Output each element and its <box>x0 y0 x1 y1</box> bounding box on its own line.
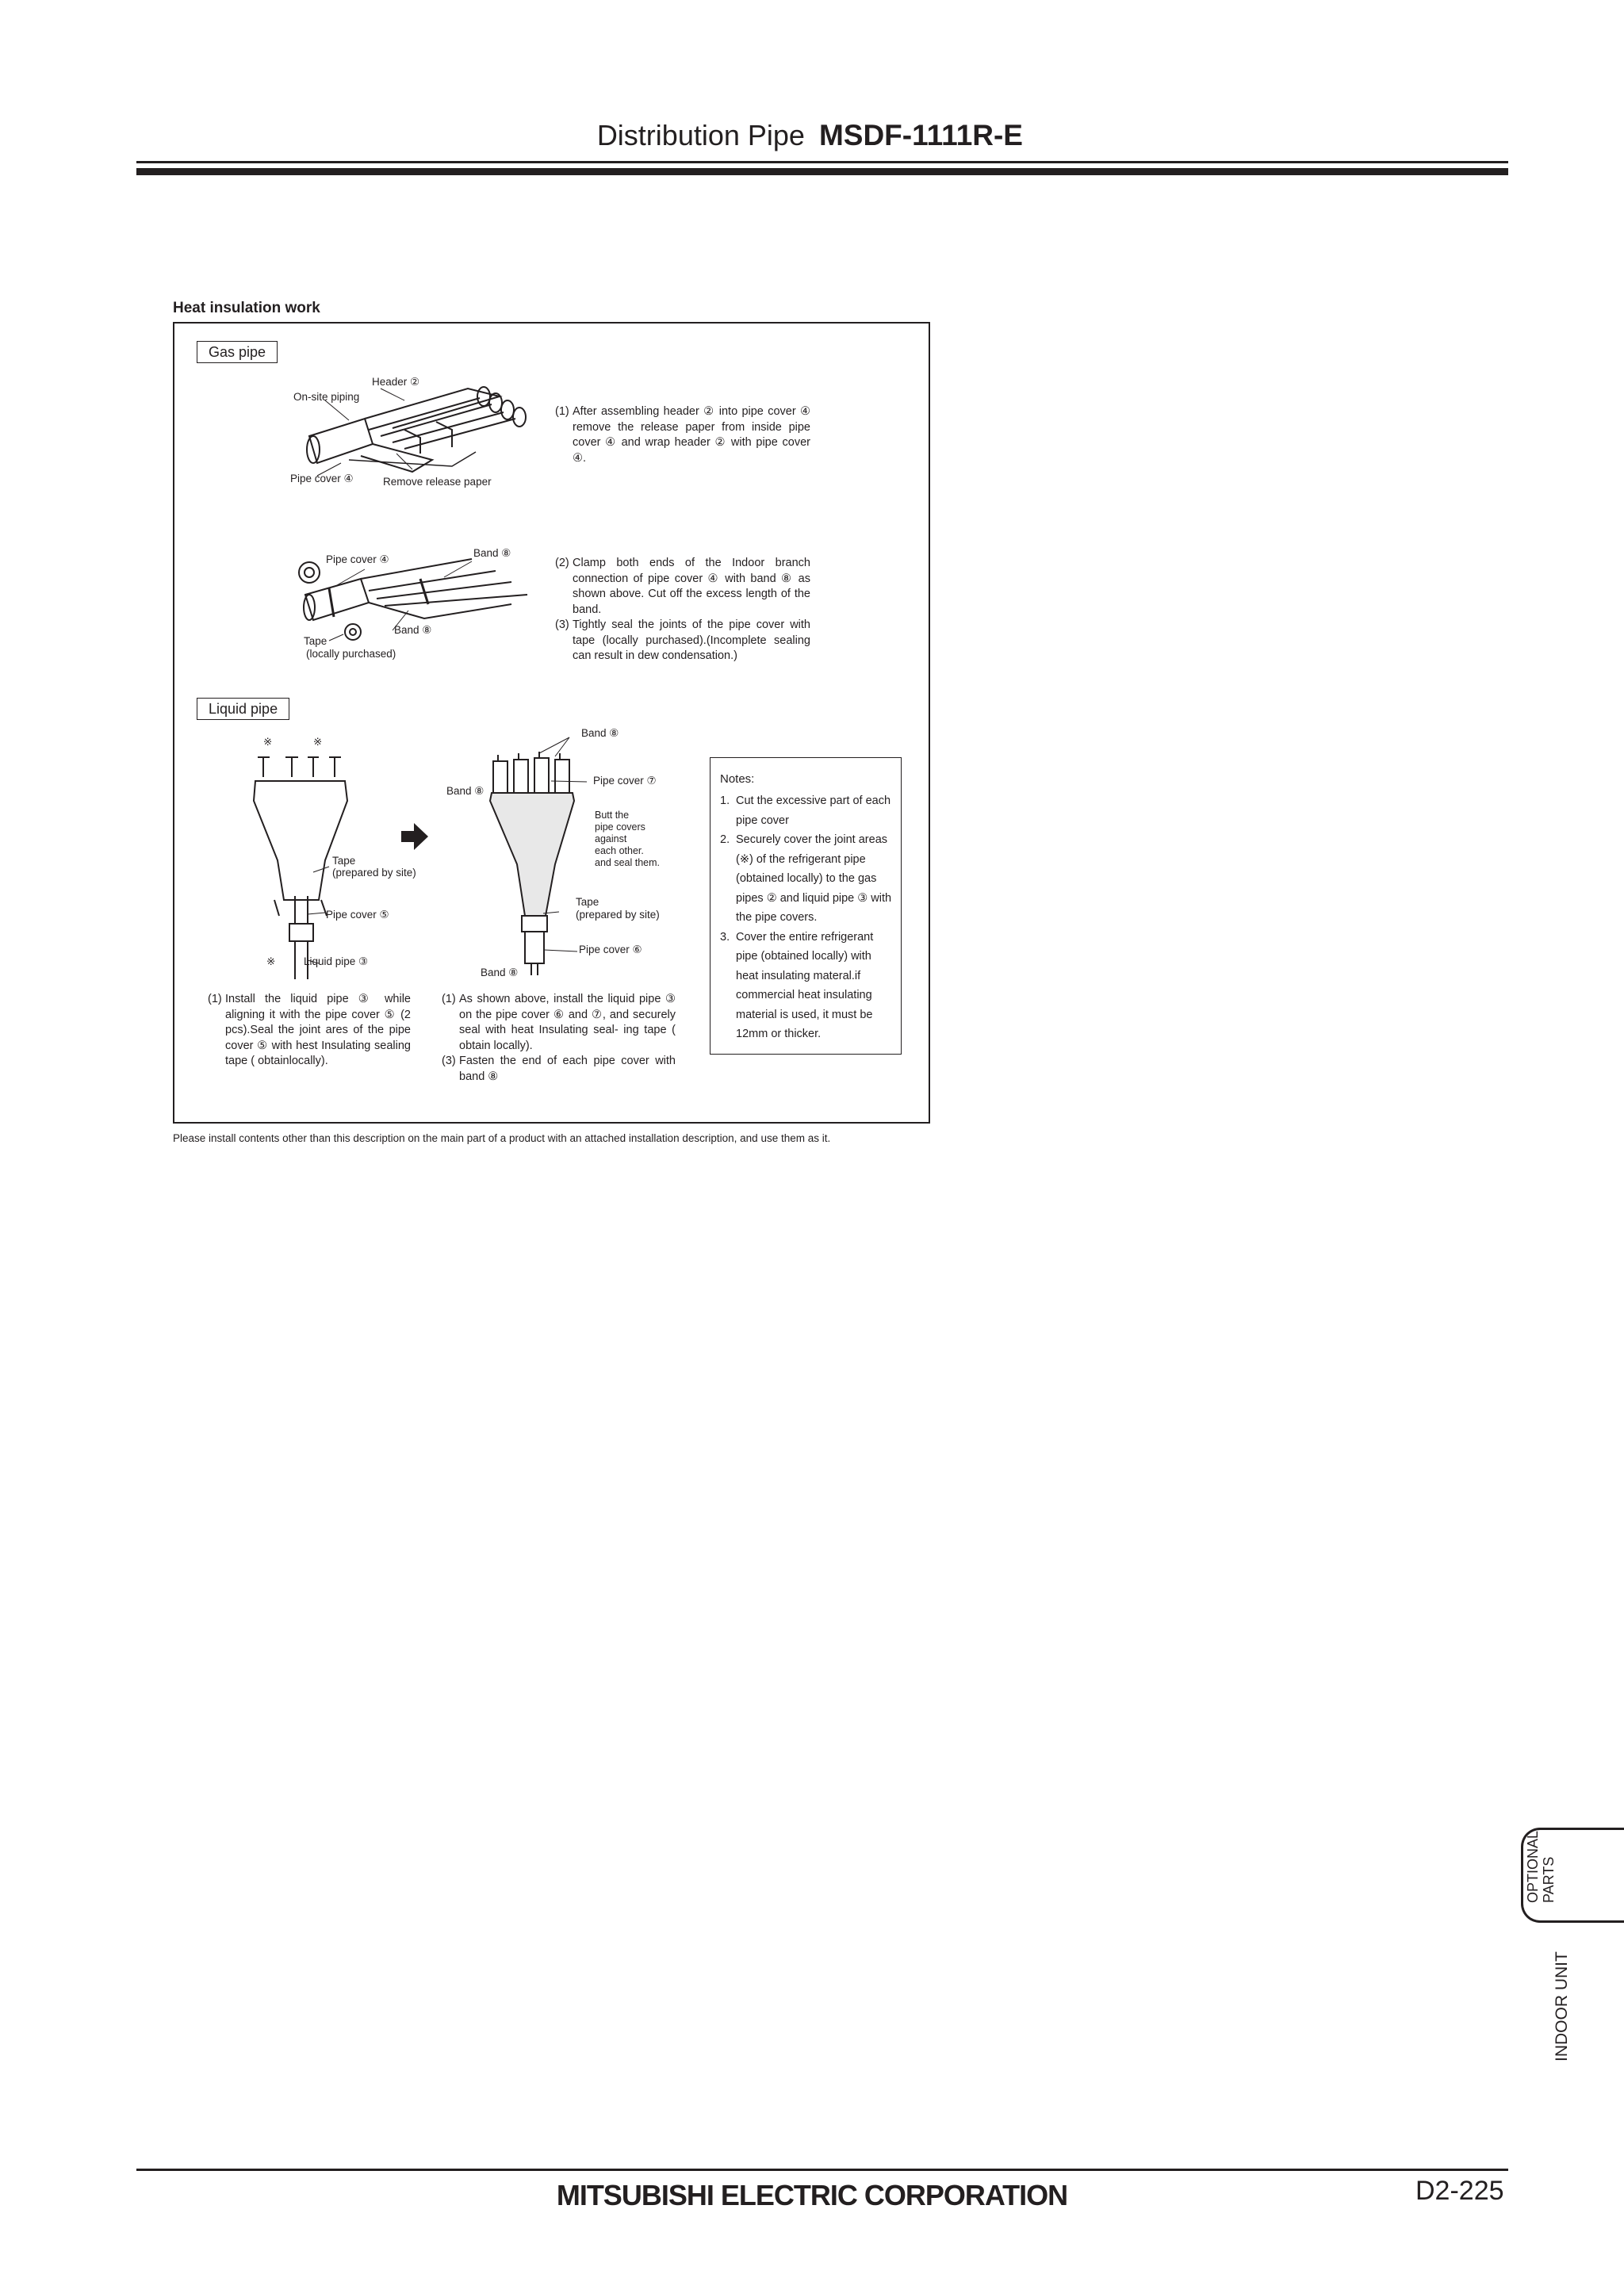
label-liquid-pipe-3: Liquid pipe ③ <box>304 955 369 967</box>
note-item <box>720 928 893 1044</box>
liquid-step-a <box>208 992 411 1070</box>
butt-covers-note <box>595 810 660 869</box>
page-header-title <box>0 119 1023 152</box>
butt-line: Butt the <box>595 810 630 821</box>
note-number: 3. <box>720 930 730 944</box>
gas-pipe-tag: Gas pipe <box>197 341 278 363</box>
header-title-prefix: Distribution Pipe <box>596 119 805 151</box>
notes-heading: Notes: <box>720 772 755 786</box>
label-pipe-cover-7: Pipe cover ⑦ <box>593 775 657 787</box>
step-text: Fasten the end of each pipe cover with band ⑧ <box>459 1055 676 1083</box>
step-number: (1) <box>442 993 456 1005</box>
label-tape: Tape <box>304 635 327 647</box>
note-item <box>720 830 893 928</box>
asterisk-mark: ※ <box>263 736 273 748</box>
note-number: 2. <box>720 833 730 846</box>
optional-text: OPTIONAL <box>1525 1830 1541 1903</box>
note-item <box>720 791 893 830</box>
liquid-pipe-after-illustration <box>476 737 611 975</box>
label-pipe-cover-4-b: Pipe cover ④ <box>326 553 389 565</box>
label-tape-prepared-by-site: (prepared by site) <box>332 867 416 879</box>
label-tape-site: Tape <box>332 855 356 867</box>
asterisk-mark: ※ <box>266 955 276 967</box>
label-tape-liquid: Tape <box>576 896 599 908</box>
step-text: Install the liquid pipe ③ while aligning it with the pipe cover ⑤ (2 pcs).Seal the joint ares of the pipe cover ⑤ with hest Insulating sealing tape ( obtainlocally). <box>225 993 411 1067</box>
section-title: Heat insulation work <box>173 300 320 316</box>
notes-box <box>710 757 902 1055</box>
butt-line: and seal them. <box>595 857 660 868</box>
header-model-number: MSDF-1111R-E <box>818 119 1023 151</box>
step-number: (3) <box>555 618 569 631</box>
label-remove-release-paper: Remove release paper <box>383 476 492 488</box>
label-pipe-cover-5: Pipe cover ⑤ <box>326 909 389 921</box>
arrow-right-icon <box>401 823 428 850</box>
note-text: Cut the excessive part of each pipe cover <box>736 794 891 827</box>
label-onsite-piping: On-site piping <box>293 391 360 403</box>
label-tape-prepared-liquid: (prepared by site) <box>576 909 660 921</box>
asterisk-mark: ※ <box>313 736 323 748</box>
disclaimer-text: Please install contents other than this description on the main part of a product with an attached installation description, and use them as it. <box>173 1132 831 1144</box>
label-band-top: Band ⑧ <box>473 547 511 559</box>
parts-text: PARTS <box>1541 1856 1557 1903</box>
step-number: (2) <box>555 557 569 569</box>
header-rule-thin <box>136 161 1508 163</box>
step-text: Clamp both ends of the Indoor branch connection of pipe cover ④ with band ⑧ as shown above. Cut off the excess length of the band. <box>573 557 810 616</box>
side-tab-indoor-unit: INDOOR UNIT <box>1553 1951 1571 2062</box>
footer-rule <box>136 2169 1508 2171</box>
liquid-pipe-tag: Liquid pipe <box>197 698 289 720</box>
note-text: Cover the entire refrigerant pipe (obtained locally) with heat insulating materal.if commercial heat insulating material is used, it must be 12mm or thicker. <box>736 930 874 1040</box>
step-number: (3) <box>442 1055 456 1067</box>
step-text: After assembling header ② into pipe cover ④ remove the release paper from inside pipe cover ④ and wrap header ② with pipe cover ④. <box>573 405 810 465</box>
liquid-step-b <box>442 992 676 1085</box>
gas-step-2-3 <box>555 556 810 664</box>
label-header: Header ② <box>372 376 420 388</box>
note-number: 1. <box>720 794 730 807</box>
label-band-top-liquid: Band ⑧ <box>581 727 619 739</box>
label-band-mid: Band ⑧ <box>394 624 432 636</box>
butt-line: pipe covers <box>595 821 645 833</box>
header-rule-thick <box>136 168 1508 175</box>
page-number: D2-225 <box>1415 2176 1504 2206</box>
footer-corporation: MITSUBISHI ELECTRIC CORPORATION <box>556 2179 1068 2211</box>
step-text: Tightly seal the joints of the pipe cover with tape (locally purchased).(Incomplete sealing can result in dew condensation.) <box>573 618 810 662</box>
gas-step-1 <box>555 404 810 466</box>
label-pipe-cover-4: Pipe cover ④ <box>290 473 354 484</box>
label-pipe-cover-6: Pipe cover ⑥ <box>579 944 642 955</box>
butt-line: against <box>595 833 627 844</box>
label-band-left-liquid: Band ⑧ <box>446 785 485 797</box>
step-number: (1) <box>555 405 569 418</box>
side-tab-optional-label <box>1525 1831 1557 1903</box>
butt-line: each other. <box>595 845 644 856</box>
note-text: Securely cover the joint areas (※) of the refrigerant pipe (obtained locally) to the gas pipes ② and liquid pipe ③ with the pipe covers. <box>736 833 892 924</box>
label-tape-locally-purchased: (locally purchased) <box>306 648 396 660</box>
label-band-bottom-liquid: Band ⑧ <box>481 967 519 978</box>
step-number: (1) <box>208 993 222 1005</box>
step-text: As shown above, install the liquid pipe ③ on the pipe cover ⑥ and ⑦, and securely seal with heat Insulating seal- ing tape ( obtain locally). <box>459 993 676 1052</box>
